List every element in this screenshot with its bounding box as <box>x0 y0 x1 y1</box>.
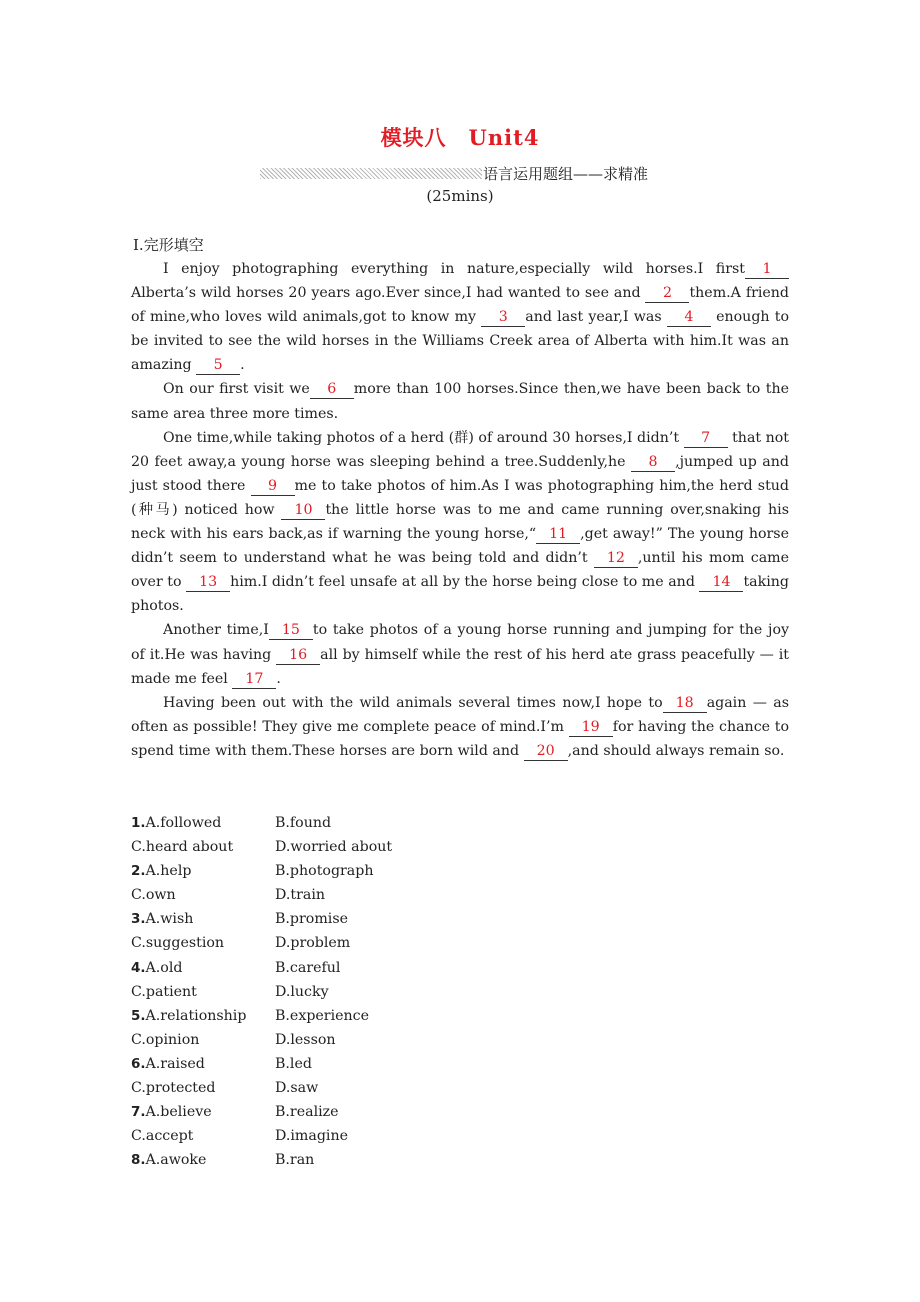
answer-blank[interactable]: 8 <box>631 454 675 472</box>
option-a[interactable]: A.old <box>145 959 183 976</box>
option-d[interactable]: D.train <box>275 887 325 904</box>
answer-blank[interactable]: 6 <box>310 381 354 399</box>
answer-blank[interactable]: 19 <box>569 719 613 737</box>
option-b[interactable]: B.careful <box>275 959 341 976</box>
passage-text: ,jumped up and just stood there <box>131 453 789 494</box>
passage-text: . <box>276 670 281 687</box>
passage-text: the little horse was to me and came running over,snaking his neck with his ears back,as if warning the young horse,“ <box>131 501 789 543</box>
passage-text: I enjoy photographing everything in nature,especially wild horses.I first <box>163 261 745 277</box>
option-a[interactable]: A.raised <box>145 1055 205 1072</box>
option-c[interactable]: C.own <box>131 887 176 904</box>
option-b[interactable]: B.promise <box>275 911 349 928</box>
passage-text: him.I didn’t feel unsafe at all by the horse being close to me and <box>230 574 695 591</box>
passage-text: One time,while taking photos of a herd (群) of around 30 horses,I didn’t <box>163 429 680 446</box>
option-d[interactable]: D.worried about <box>275 839 393 856</box>
answer-blank[interactable]: 20 <box>524 743 568 761</box>
option-d[interactable]: D.lucky <box>275 983 329 1000</box>
answer-blank[interactable]: 7 <box>684 430 728 448</box>
hatched-bar <box>260 168 482 179</box>
question-number: 3. <box>131 911 146 928</box>
option-row <box>131 1028 392 1052</box>
option-row <box>131 1052 392 1076</box>
option-c[interactable]: C.suggestion <box>131 935 225 952</box>
passage-text: more than 100 horses.Since then,we have been back to the same area three more times. <box>131 381 789 422</box>
answer-blank[interactable]: 16 <box>276 647 320 665</box>
option-row <box>131 1148 392 1172</box>
option-b[interactable]: B.realize <box>275 1104 339 1121</box>
option-d[interactable]: D.saw <box>275 1080 319 1097</box>
cloze-passage <box>131 257 789 763</box>
answer-blank[interactable]: 17 <box>232 671 276 689</box>
paragraph-1 <box>131 257 789 377</box>
option-a[interactable]: A.believe <box>145 1104 212 1121</box>
option-c[interactable]: C.opinion <box>131 1031 200 1048</box>
answer-blank[interactable]: 13 <box>186 574 230 592</box>
passage-text: On our first visit we <box>163 381 310 398</box>
passage-text: to take photos of a young horse running and jumping for the joy of it.He was having <box>131 622 789 663</box>
option-row <box>131 811 392 835</box>
question-number: 8. <box>131 1152 146 1169</box>
option-b[interactable]: B.led <box>275 1055 312 1072</box>
option-row <box>131 883 392 907</box>
page-title: 模块八 Unit4 <box>380 125 540 150</box>
answer-blank[interactable]: 11 <box>536 526 580 544</box>
option-row <box>131 907 392 931</box>
option-d[interactable]: D.imagine <box>275 1128 348 1145</box>
option-b[interactable]: B.found <box>275 815 332 831</box>
question-number: 7. <box>131 1104 146 1121</box>
option-a[interactable]: A.wish <box>145 911 194 928</box>
option-b[interactable]: B.ran <box>275 1152 315 1169</box>
option-a[interactable]: A.followed <box>145 815 222 831</box>
answer-blank[interactable]: 18 <box>663 695 707 713</box>
answer-blank[interactable]: 12 <box>594 550 638 568</box>
question-number: 2. <box>131 863 146 880</box>
paragraph-5 <box>131 691 789 763</box>
answer-blank[interactable]: 9 <box>251 478 295 496</box>
option-row <box>131 1100 392 1124</box>
paragraph-3 <box>131 426 789 619</box>
passage-text: Alberta’s wild horses 20 years ago.Ever since,I had wanted to see and <box>131 285 641 302</box>
subtitle-row <box>260 162 648 184</box>
passage-text: again — as often as possible! They give me complete peace of mind.I’m <box>131 694 789 735</box>
option-c[interactable]: C.patient <box>131 983 197 1000</box>
option-a[interactable]: A.relationship <box>145 1007 247 1024</box>
option-b[interactable]: B.photograph <box>275 863 374 880</box>
passage-text: for having the chance to spend time with them.These horses are born wild and <box>131 718 789 759</box>
passage-text: ,until his mom came over to <box>131 550 789 591</box>
answer-blank[interactable]: 15 <box>269 622 313 640</box>
passage-text: . <box>240 357 245 374</box>
answer-blank[interactable]: 2 <box>645 285 689 303</box>
paragraph-4 <box>131 618 789 690</box>
option-b[interactable]: B.experience <box>275 1007 370 1024</box>
passage-text: Having been out with the wild animals several times now,I hope to <box>163 694 663 711</box>
option-row <box>131 931 392 955</box>
answer-blank[interactable]: 3 <box>481 309 525 327</box>
question-number: 4. <box>131 959 146 976</box>
option-row <box>131 956 392 980</box>
option-c[interactable]: C.accept <box>131 1128 194 1145</box>
section-heading: Ⅰ.完形填空 <box>133 236 204 254</box>
option-d[interactable]: D.lesson <box>275 1031 336 1048</box>
answer-blank[interactable]: 10 <box>281 502 325 520</box>
answer-blank[interactable]: 14 <box>699 574 743 592</box>
option-a[interactable]: A.help <box>145 863 192 880</box>
option-c[interactable]: C.protected <box>131 1080 216 1097</box>
option-row <box>131 859 392 883</box>
answer-blank[interactable]: 5 <box>196 357 240 375</box>
page-subtitle: 语言运用题组——求精准 <box>483 164 649 183</box>
passage-text: me to take photos of him.As I was photographing him,the herd stud (种马) noticed how <box>131 477 789 518</box>
option-d[interactable]: D.problem <box>275 935 351 952</box>
answer-blank[interactable]: 1 <box>745 261 789 279</box>
option-row <box>131 1004 392 1028</box>
passage-text: them.A friend of mine,who loves wild animals,got to know my <box>131 285 790 326</box>
question-number: 5. <box>131 1007 146 1024</box>
question-number: 1. <box>131 815 146 831</box>
option-row <box>131 1124 392 1148</box>
passage-text: Another time,I <box>163 622 269 639</box>
passage-text: ,and should always remain so. <box>567 742 785 759</box>
passage-text: taking photos. <box>131 574 789 615</box>
option-c[interactable]: C.heard about <box>131 839 234 856</box>
answer-options <box>131 811 392 1172</box>
option-row <box>131 1076 392 1100</box>
option-row <box>131 980 392 1004</box>
option-a[interactable]: A.awoke <box>145 1152 207 1169</box>
passage-text: that not 20 feet away,a young horse was sleeping behind a tree.Suddenly,he <box>131 429 790 470</box>
question-number: 6. <box>131 1055 146 1072</box>
option-row <box>131 835 392 859</box>
paragraph-2 <box>131 377 789 425</box>
passage-text: ,get away!” The young horse didn’t seem to understand what he was being told and didn’t <box>131 526 789 567</box>
passage-text: and last year,I was <box>525 309 662 326</box>
time-limit: (25mins) <box>426 187 494 205</box>
answer-blank[interactable]: 4 <box>667 309 711 327</box>
passage-text: enough to be invited to see the wild horses in the Williams Creek area of Alberta with him.It was an amazing <box>131 309 789 374</box>
passage-text: all by himself while the rest of his herd ate grass peacefully — it made me feel <box>131 646 789 687</box>
